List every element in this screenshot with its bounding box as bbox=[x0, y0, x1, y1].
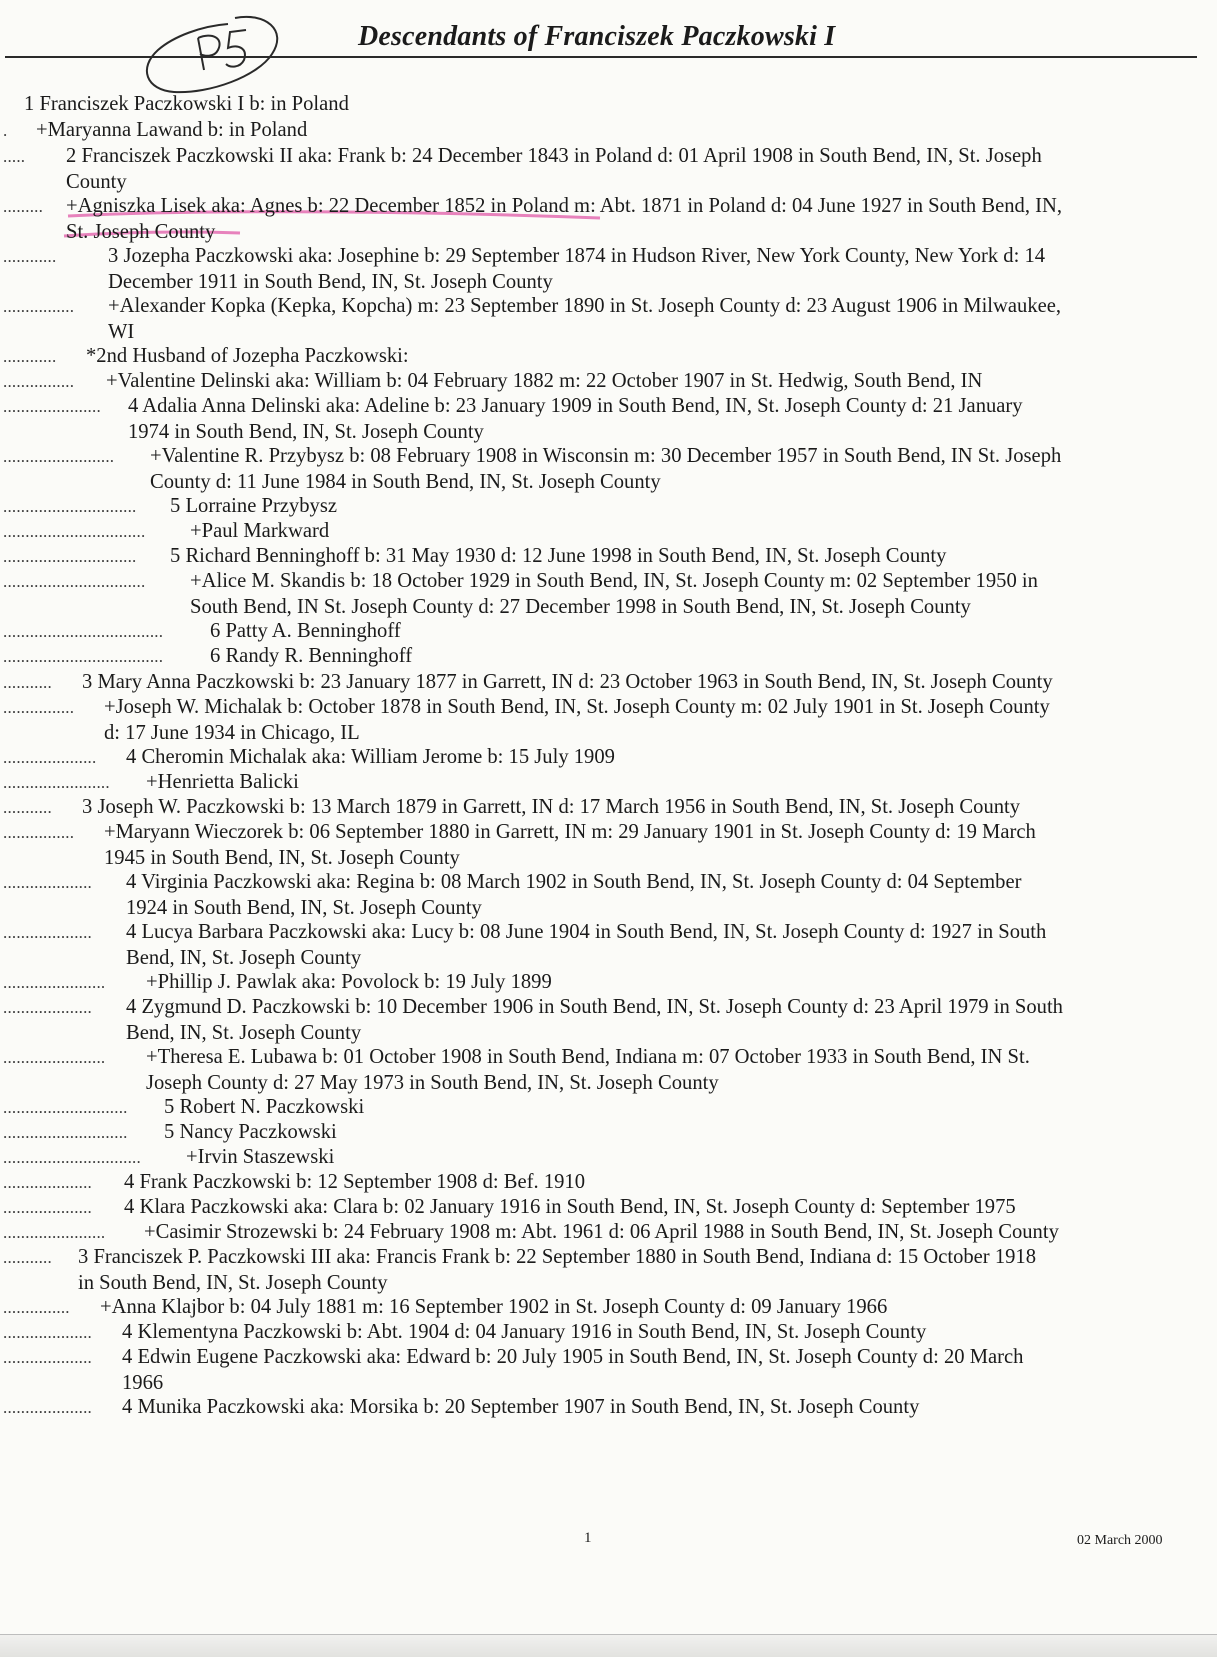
entry-text-block bbox=[108, 294, 1061, 345]
entry-text-block bbox=[24, 92, 349, 118]
entry-text: 5 Nancy Paczkowski bbox=[164, 1121, 337, 1143]
entry-text-block bbox=[122, 1320, 926, 1346]
dot-leader: ............................ bbox=[3, 1123, 128, 1142]
entry-text-continued: Joseph County d: 27 May 1973 in South Bend, IN, St. Joseph County bbox=[146, 1071, 719, 1094]
entry-text-block bbox=[82, 795, 1020, 821]
entry-text: +Paul Markward bbox=[190, 520, 330, 542]
entry-text: +Irvin Staszewski bbox=[186, 1146, 335, 1168]
title-underline bbox=[5, 56, 1197, 58]
entry-text-block bbox=[104, 695, 1050, 746]
dot-leader: .................................... bbox=[3, 622, 164, 641]
entry-text-continued: South Bend, IN St. Joseph County d: 27 December 1998 in South Bend, IN, St. Joseph County bbox=[190, 595, 971, 618]
dot-leader: ..................... bbox=[3, 748, 97, 767]
entry-text: +Valentine Delinski aka: William b: 04 February 1882 m: 22 October 1907 in St. Hedwig, South Bend, IN bbox=[106, 370, 983, 392]
entry-text: 4 Cheromin Michalak aka: William Jerome b: 15 July 1909 bbox=[126, 746, 615, 768]
entry-text-continued: 1945 in South Bend, IN, St. Joseph County bbox=[104, 846, 460, 869]
dot-leader: ................................ bbox=[3, 522, 146, 541]
entry-text-block bbox=[122, 1395, 919, 1421]
entry-text-continued: St. Joseph County bbox=[66, 220, 216, 243]
dot-leader: ....................... bbox=[3, 1048, 106, 1067]
entry-text-block bbox=[210, 644, 412, 670]
entry-text: 6 Patty A. Benninghoff bbox=[210, 620, 401, 642]
dot-leader: ....................... bbox=[3, 973, 106, 992]
dot-leader: ..... bbox=[3, 147, 26, 166]
dot-leader: ......... bbox=[3, 197, 44, 216]
entry-text-block bbox=[82, 670, 1053, 696]
entry-text-block bbox=[164, 1095, 364, 1121]
entry-text-block bbox=[210, 619, 401, 645]
entry-text-block bbox=[146, 970, 552, 996]
entry-text: +Alice M. Skandis b: 18 October 1929 in South Bend, IN, St. Joseph County m: 02 September 1950 in bbox=[190, 570, 1038, 592]
dot-leader: .................... bbox=[3, 1348, 92, 1367]
entry-text: 4 Edwin Eugene Paczkowski aka: Edward b: 20 July 1905 in South Bend, IN, St. Joseph County d: 20 March bbox=[122, 1346, 1024, 1368]
entry-text: 4 Virginia Paczkowski aka: Regina b: 08 March 1902 in South Bend, IN, St. Joseph County d: 04 September bbox=[126, 871, 1022, 893]
entry-text: +Alexander Kopka (Kepka, Kopcha) m: 23 September 1890 in St. Joseph County d: 23 August 1906 in Milwaukee, bbox=[108, 295, 1062, 317]
entry-text: +Valentine R. Przybysz b: 08 February 1908 in Wisconsin m: 30 December 1957 in South Bend, IN St. Joseph bbox=[150, 445, 1062, 467]
entry-text-block bbox=[170, 544, 946, 570]
entry-text-continued: 1966 bbox=[122, 1371, 164, 1394]
entry-text-block bbox=[108, 244, 1045, 295]
entry-text: 4 Lucya Barbara Paczkowski aka: Lucy b: 08 June 1904 in South Bend, IN, St. Joseph County d: 1927 in South bbox=[126, 921, 1047, 943]
dot-leader: ......................... bbox=[3, 447, 115, 466]
entry-text-block bbox=[126, 745, 615, 771]
entry-text-continued: County d: 11 June 1984 in South Bend, IN, St. Joseph County bbox=[150, 470, 661, 493]
dot-leader: .................... bbox=[3, 1323, 92, 1342]
dot-leader: ........................ bbox=[3, 773, 110, 792]
entry-text: +Theresa E. Lubawa b: 01 October 1908 in South Bend, Indiana m: 07 October 1933 in South Bend, IN St. bbox=[146, 1046, 1030, 1068]
dot-leader: .................................... bbox=[3, 647, 164, 666]
dot-leader: ........... bbox=[3, 1248, 52, 1267]
entry-text: 3 Jozepha Paczkowski aka: Josephine b: 29 September 1874 in Hudson River, New York County, New York d: 14 bbox=[108, 245, 1046, 267]
dot-leader: .................... bbox=[3, 1398, 92, 1417]
entry-text-block bbox=[190, 569, 1038, 620]
entry-text-continued: d: 17 June 1934 in Chicago, IL bbox=[104, 721, 360, 744]
entry-text-block bbox=[126, 995, 1063, 1046]
entry-text: 5 Lorraine Przybysz bbox=[170, 495, 337, 517]
entry-text-block bbox=[146, 1045, 1030, 1096]
entry-text-block bbox=[126, 870, 1021, 921]
entry-text: +Phillip J. Pawlak aka: Povolock b: 19 July 1899 bbox=[146, 971, 552, 993]
dot-leader: .................... bbox=[3, 1198, 92, 1217]
dot-leader: ...................... bbox=[3, 397, 101, 416]
entry-text: +Anna Klajbor b: 04 July 1881 m: 16 September 1902 in St. Joseph County d: 09 January 1966 bbox=[100, 1296, 888, 1318]
dot-leader: ................ bbox=[3, 372, 75, 391]
dot-leader: ................................ bbox=[3, 572, 146, 591]
entry-text: +Joseph W. Michalak b: October 1878 in South Bend, IN, St. Joseph County m: 02 July 1901 in St. Joseph County bbox=[104, 696, 1050, 718]
entry-text-block bbox=[170, 494, 337, 520]
dot-leader: . bbox=[3, 121, 8, 140]
entry-text-continued: December 1911 in South Bend, IN, St. Joseph County bbox=[108, 270, 553, 293]
dot-leader: ................ bbox=[3, 823, 75, 842]
dot-leader: .................... bbox=[3, 1173, 92, 1192]
entry-text: +Maryann Wieczorek b: 06 September 1880 in Garrett, IN m: 29 January 1901 in St. Joseph County d: 19 March bbox=[104, 821, 1036, 843]
entry-text: 4 Klementyna Paczkowski b: Abt. 1904 d: 04 January 1916 in South Bend, IN, St. Joseph County bbox=[122, 1321, 927, 1343]
dot-leader: .............................. bbox=[3, 497, 137, 516]
dot-leader: ....................... bbox=[3, 1223, 106, 1242]
dot-leader: ................ bbox=[3, 297, 75, 316]
scan-bottom-edge bbox=[0, 1634, 1217, 1657]
entry-text-block bbox=[126, 920, 1046, 971]
dot-leader: .................... bbox=[3, 998, 92, 1017]
dot-leader: ........... bbox=[3, 798, 52, 817]
entry-text: +Agniszka Lisek aka: Agnes b: 22 December 1852 in Poland m: Abt. 1871 in Poland d: 04 June 1927 in South Bend, IN, bbox=[66, 195, 1063, 217]
entry-text-block bbox=[190, 519, 329, 545]
entry-text-continued: 1974 in South Bend, IN, St. Joseph County bbox=[128, 420, 484, 443]
entry-text-block bbox=[144, 1220, 1059, 1246]
entry-text-block bbox=[104, 820, 1036, 871]
dot-leader: .................... bbox=[3, 923, 92, 942]
page-number: 1 bbox=[584, 1530, 592, 1546]
dot-leader: .............................. bbox=[3, 547, 137, 566]
entry-text-block bbox=[150, 444, 1061, 495]
entry-text: +Henrietta Balicki bbox=[146, 771, 299, 793]
page-title: Descendants of Franciszek Paczkowski I bbox=[358, 21, 836, 52]
dot-leader: ................ bbox=[3, 698, 75, 717]
entry-text-block bbox=[146, 770, 299, 796]
entry-text: 4 Frank Paczkowski b: 12 September 1908 d: Bef. 1910 bbox=[124, 1171, 586, 1193]
entry-text: 6 Randy R. Benninghoff bbox=[210, 645, 413, 667]
entry-text: 4 Munika Paczkowski aka: Morsika b: 20 September 1907 in South Bend, IN, St. Joseph County bbox=[122, 1396, 920, 1418]
entry-text: +Maryanna Lawand b: in Poland bbox=[36, 119, 308, 141]
entry-text-continued: County bbox=[66, 170, 127, 193]
entry-text-continued: Bend, IN, St. Joseph County bbox=[126, 1021, 362, 1044]
entry-text-block bbox=[124, 1170, 585, 1196]
dot-leader: ............... bbox=[3, 1298, 70, 1317]
entry-text-continued: Bend, IN, St. Joseph County bbox=[126, 946, 362, 969]
entry-text-continued: WI bbox=[108, 320, 135, 343]
entry-text-block bbox=[100, 1295, 887, 1321]
dot-leader: ............................... bbox=[3, 1148, 141, 1167]
entry-text: 4 Zygmund D. Paczkowski b: 10 December 1906 in South Bend, IN, St. Joseph County d: 23 April 1979 in South bbox=[126, 996, 1063, 1018]
entry-text-block bbox=[124, 1195, 1016, 1221]
entry-text: *2nd Husband of Jozepha Paczkowski: bbox=[86, 345, 409, 367]
entry-text: 3 Mary Anna Paczkowski b: 23 January 1877 in Garrett, IN d: 23 October 1963 in South Bend, IN, St. Joseph County bbox=[82, 671, 1053, 693]
dot-leader: .................... bbox=[3, 873, 92, 892]
entry-text: 2 Franciszek Paczkowski II aka: Frank b: 24 December 1843 in Poland d: 01 April 1908 in South Bend, IN, St. Joseph bbox=[66, 145, 1042, 167]
entry-text-block bbox=[122, 1345, 1023, 1396]
entry-text: 5 Richard Benninghoff b: 31 May 1930 d: 12 June 1998 in South Bend, IN, St. Joseph County bbox=[170, 545, 947, 567]
entry-text-continued: in South Bend, IN, St. Joseph County bbox=[78, 1271, 388, 1294]
entry-text: +Casimir Strozewski b: 24 February 1908 m: Abt. 1961 d: 06 April 1988 in South Bend, IN, St. Joseph County bbox=[144, 1221, 1059, 1243]
dot-leader: ............................ bbox=[3, 1098, 128, 1117]
dot-leader: ............ bbox=[3, 347, 57, 366]
entry-text-block bbox=[66, 144, 1042, 195]
entry-text-block bbox=[86, 344, 409, 370]
entry-text-block bbox=[186, 1145, 334, 1171]
entry-text-block bbox=[164, 1120, 337, 1146]
entry-text: 5 Robert N. Paczkowski bbox=[164, 1096, 365, 1118]
dot-leader: ............ bbox=[3, 247, 57, 266]
entry-text-continued: 1924 in South Bend, IN, St. Joseph County bbox=[126, 896, 482, 919]
entry-text-block bbox=[128, 394, 1023, 445]
entry-text-block bbox=[36, 118, 307, 144]
entry-text-block bbox=[106, 369, 982, 395]
entry-text: 4 Adalia Anna Delinski aka: Adeline b: 23 January 1909 in South Bend, IN, St. Joseph County d: 21 January bbox=[128, 395, 1023, 417]
entry-text: 1 Franciszek Paczkowski I b: in Poland bbox=[24, 93, 349, 115]
dot-leader: ........... bbox=[3, 673, 52, 692]
entry-text: 3 Franciszek P. Paczkowski III aka: Francis Frank b: 22 September 1880 in South Bend, Indiana d: 15 October 1918 bbox=[78, 1246, 1037, 1268]
entry-text-block bbox=[78, 1245, 1036, 1296]
entry-text-block bbox=[66, 194, 1062, 245]
entry-text: 4 Klara Paczkowski aka: Clara b: 02 January 1916 in South Bend, IN, St. Joseph County d: September 1975 bbox=[124, 1196, 1016, 1218]
print-date: 02 March 2000 bbox=[1077, 1533, 1163, 1548]
entry-text: 3 Joseph W. Paczkowski b: 13 March 1879 in Garrett, IN d: 17 March 1956 in South Bend, IN, St. Joseph County bbox=[82, 796, 1021, 818]
